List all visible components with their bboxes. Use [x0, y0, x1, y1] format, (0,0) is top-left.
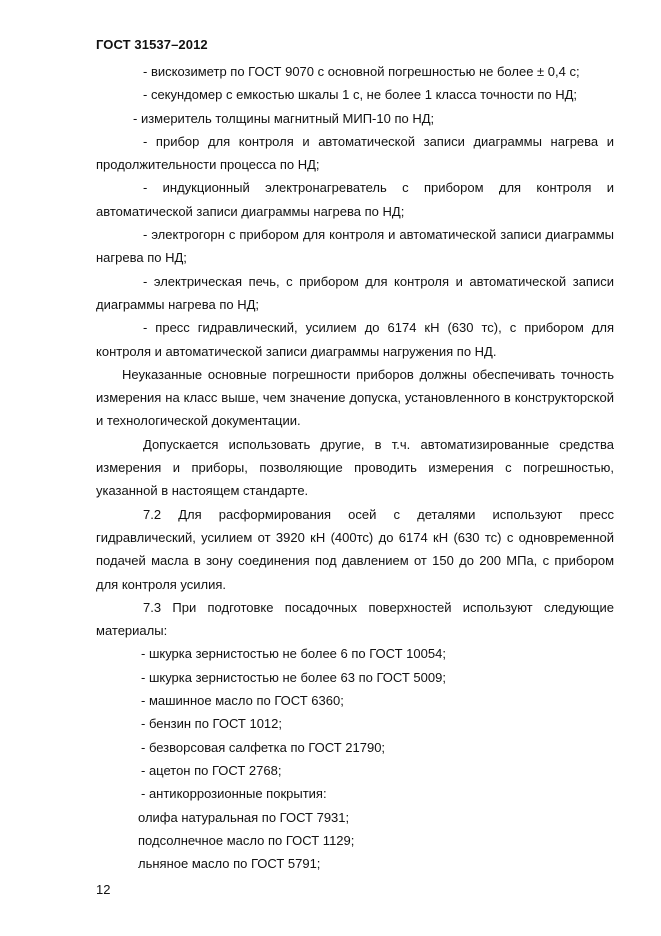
page-body — [96, 60, 614, 875]
coating-item: льняное масло по ГОСТ 5791; — [138, 856, 321, 872]
list-item: - ацетон по ГОСТ 2768; — [141, 762, 282, 778]
paragraph-7-3: 7.3 При подготовке посадочных поверхностей используют следующие материалы: — [96, 599, 614, 639]
list-item: - измеритель толщины магнитный МИП-10 по НД; — [133, 110, 435, 126]
list-item: - безворсовая салфетка по ГОСТ 21790; — [141, 739, 386, 755]
list-item: - антикоррозионные покрытия: — [141, 786, 327, 802]
list-item: - вискозиметр по ГОСТ 9070 с основной погрешностью не более ± 0,4 с; — [143, 64, 580, 79]
list-item: - шкурка зернистостью не более 63 по ГОСТ 5009; — [141, 669, 446, 685]
list-item: - шкурка зернистостью не более 6 по ГОСТ 10054; — [141, 646, 446, 662]
list-item: - бензин по ГОСТ 1012; — [141, 716, 283, 732]
list-item: - секундомер с емкостью шкалы 1 с, не более 1 класса точности по НД; — [143, 87, 578, 103]
list-item: - прибор для контроля и автоматической записи диаграммы нагрева и продолжительности процесса по НД; — [96, 133, 614, 173]
coating-item: олифа натуральная по ГОСТ 7931; — [138, 809, 350, 825]
list-item: - машинное масло по ГОСТ 6360; — [141, 693, 344, 709]
coating-item: подсолнечное масло по ГОСТ 1129; — [138, 832, 355, 848]
paragraph-alternatives: Допускается использовать другие, в т.ч. автоматизированные средства измерения и приборы, позволяющие проводить измерения с погрешностью, указанной в настоящем стандарте. — [96, 436, 614, 499]
list-item: - пресс гидравлический, усилием до 6174 кН (630 тс), с прибором для контроля и автоматической записи диаграммы нагружения по НД. — [96, 320, 614, 359]
list-item: - электрогорн с прибором для контроля и автоматической записи диаграммы нагрева по НД; — [96, 227, 614, 266]
list-item: - индукционный электронагреватель с прибором для контроля и автоматической записи диаграммы нагрева по НД; — [96, 180, 614, 219]
list-item: - электрическая печь, с прибором для контроля и автоматической записи диаграммы нагрева по НД; — [96, 273, 614, 312]
document-code: ГОСТ 31537–2012 — [96, 37, 208, 52]
paragraph-accuracy: Неуказанные основные погрешности приборов должны обеспечивать точность измерения на класс выше, чем значение допуска, установленного в конструкторской и технологической документации. — [96, 366, 614, 429]
page-number: 12 — [96, 882, 111, 897]
paragraph-7-2: 7.2 Для расформирования осей с деталями используют пресс гидравлический, усилием от 3920 кН (400тс) до 6174 кН (630 тс) с одновременной подачей масла в зону соединения под давлением от 150 до 200 МПа, с прибором для контроля усилия. — [96, 506, 614, 592]
